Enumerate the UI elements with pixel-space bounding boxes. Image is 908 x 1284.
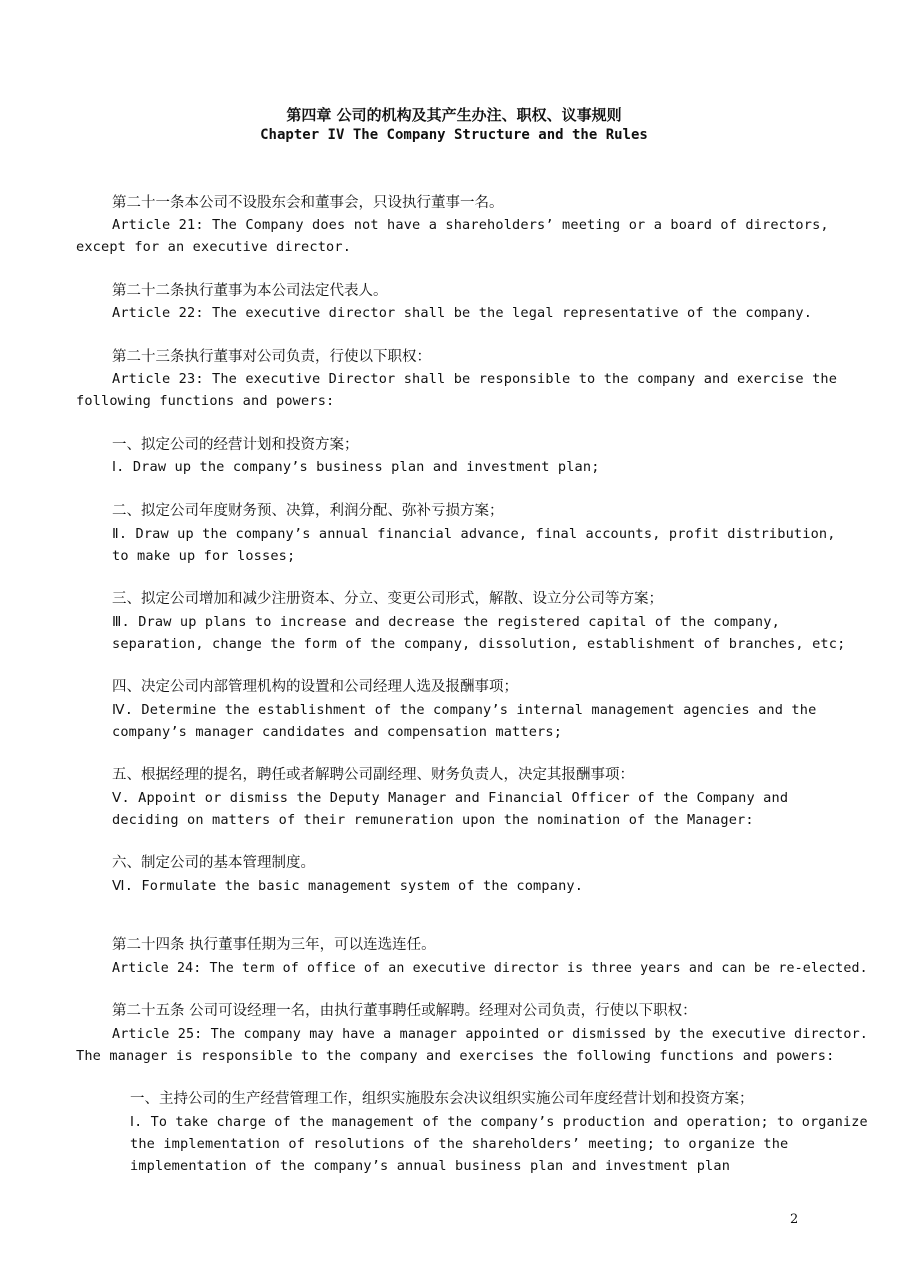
article-23-english-line-2: following functions and powers: [76, 393, 335, 409]
article-22-chinese: 第二十二条执行董事为本公司法定代表人。 [112, 283, 388, 299]
article-21-english-line-1: Article 21: The Company does not have a shareholders’ meeting or a board of directors, [112, 217, 829, 233]
item-6-english: Ⅵ. Formulate the basic management system of the company. [112, 878, 584, 894]
manager-item-1-english-line-2: the implementation of resolutions of the shareholders’ meeting; to organize the [130, 1136, 789, 1152]
item-3-chinese: 三、拟定公司增加和减少注册资本、分立、变更公司形式，解散、设立分公司等方案； [112, 591, 663, 607]
item-2-english-line-2: to make up for losses; [112, 548, 296, 564]
article-21-english-line-2: except for an executive director. [76, 239, 352, 255]
chapter-title-english: Chapter IV The Company Structure and the Rules [260, 127, 648, 143]
article-24-chinese: 第二十四条 执行董事任期为三年，可以连选连任。 [112, 937, 436, 953]
item-3-english-line-2: separation, change the form of the company, dissolution, establishment of branches, etc; [112, 636, 846, 652]
item-3-english-line-1: Ⅲ. Draw up plans to increase and decrease the registered capital of the company, [112, 614, 780, 630]
item-5-english-line-2: deciding on matters of their remuneration upon the nomination of the Manager: [112, 812, 754, 828]
article-24-english: Article 24: The term of office of an executive director is three years and can be re-elected. [112, 960, 868, 976]
manager-item-1-english-line-1: Ⅰ. To take charge of the management of the company’s production and operation; to organize [130, 1114, 868, 1130]
item-4-chinese: 四、决定公司内部管理机构的设置和公司经理人选及报酬事项； [112, 679, 518, 695]
article-23-english-line-1: Article 23: The executive Director shall be responsible to the company and exercise the [112, 371, 838, 387]
article-25-english-line-2: The manager is responsible to the company and exercises the following functions and powers: [76, 1048, 835, 1064]
article-21-chinese: 第二十一条本公司不设股东会和董事会，只设执行董事一名。 [112, 195, 504, 211]
item-6-chinese: 六、制定公司的基本管理制度。 [112, 855, 315, 871]
manager-item-1-chinese: 一、主持公司的生产经营管理工作，组织实施股东会决议组织实施公司年度经营计划和投资方案； [130, 1091, 754, 1107]
article-25-english-line-1: Article 25: The company may have a manager appointed or dismissed by the executive director. [112, 1026, 869, 1042]
item-2-chinese: 二、拟定公司年度财务预、决算，利润分配、弥补亏损方案； [112, 503, 504, 519]
article-23-chinese: 第二十三条执行董事对公司负责，行使以下职权： [112, 349, 431, 365]
item-5-chinese: 五、根据经理的提名，聘任或者解聘公司副经理、财务负责人，决定其报酬事项： [112, 767, 634, 783]
item-1-chinese: 一、拟定公司的经营计划和投资方案； [112, 437, 359, 453]
item-2-english-line-1: Ⅱ. Draw up the company’s annual financial advance, final accounts, profit distribution, [112, 526, 836, 542]
chapter-title-chinese: 第四章 公司的机构及其产生办注、职权、议事规则 [286, 106, 622, 124]
manager-item-1-english-line-3: implementation of the company’s annual business plan and investment plan [130, 1158, 731, 1174]
item-4-english-line-2: company’s manager candidates and compensation matters; [112, 724, 563, 740]
item-5-english-line-1: Ⅴ. Appoint or dismiss the Deputy Manager and Financial Officer of the Company and [112, 790, 789, 806]
page-number: 2 [790, 1212, 799, 1227]
item-4-english-line-1: Ⅳ. Determine the establishment of the company’s internal management agencies and the [112, 702, 817, 718]
item-1-english: Ⅰ. Draw up the company’s business plan and investment plan; [112, 459, 600, 475]
article-25-chinese: 第二十五条 公司可设经理一名，由执行董事聘任或解聘。经理对公司负责，行使以下职权： [112, 1003, 697, 1019]
article-22-english: Article 22: The executive director shall be the legal representative of the company. [112, 305, 813, 321]
